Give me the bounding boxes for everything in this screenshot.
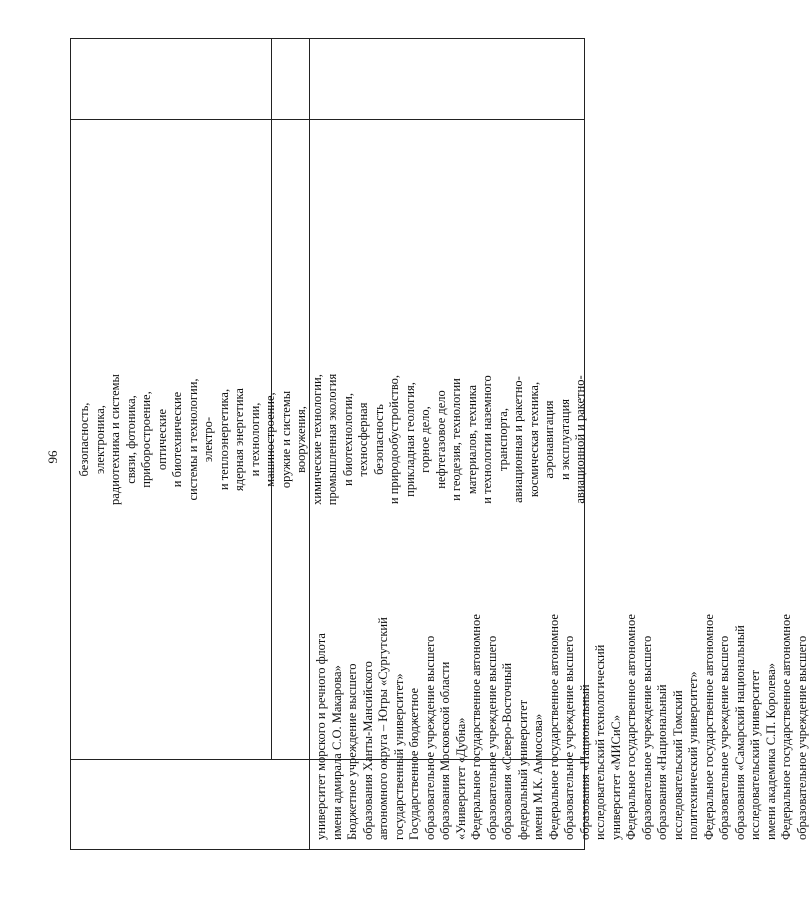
direction-line: и теплоэнергетика, <box>216 388 231 491</box>
direction-line: безопасность, <box>77 402 91 477</box>
direction-line: и биотехнические <box>170 391 184 488</box>
document-table <box>70 38 809 850</box>
organization-line: образовательное учреждение высшего <box>422 635 437 840</box>
empty-cell-top-left <box>71 39 271 119</box>
direction-line: связи, фотоника, <box>123 395 138 484</box>
direction-line: и биотехнологии, <box>340 393 355 486</box>
organization-line: Государственное бюджетное <box>407 687 421 840</box>
direction-line: системы и технологии, <box>185 378 200 501</box>
organization-line: Федеральное государственное автономное <box>701 614 716 840</box>
organization-line: исследовательский Томский <box>670 690 685 840</box>
organization-line: исследовательский технологический <box>593 644 607 840</box>
direction-line: ядерная энергетика <box>232 388 246 491</box>
organization-line: университет «МИСиС» <box>608 714 623 840</box>
direction-line: горное дело, <box>418 406 432 473</box>
organization-line: образования «Национальный <box>577 684 592 840</box>
empty-cell-bottom-left <box>71 760 309 850</box>
organization-line: образования «Национальный <box>655 684 669 840</box>
empty-cell-top-right <box>309 39 584 119</box>
direction-line: транспорта, <box>495 408 510 471</box>
organization-line: образования «Самарский национальный <box>732 625 747 840</box>
direction-line: техносферная <box>356 402 370 477</box>
direction-line: и геодезия, технологии <box>449 378 463 501</box>
direction-line: авиационная и ракетно- <box>511 376 525 503</box>
organization-line: образования «Северо-Восточный <box>500 662 514 840</box>
direction-line: промышленная экология <box>325 373 339 506</box>
organization-line: исследовательский университет <box>748 669 762 840</box>
organization-line: автономного округа – Югры «Сургутский <box>376 617 390 840</box>
direction-line: безопасность <box>371 404 386 475</box>
direction-line: и природообустройство, <box>387 374 401 505</box>
direction-line: оружие и системы <box>278 390 293 489</box>
direction-line: аэронавигация <box>542 400 556 479</box>
direction-line: нефтегазовое дело <box>433 390 448 489</box>
organization-line: образования Московской области <box>438 661 452 840</box>
direction-line: и эксплуатация <box>557 398 572 481</box>
direction-line: электроника, <box>92 405 107 474</box>
organization-line: образовательное учреждение высшего <box>562 635 576 840</box>
organization-line: образовательное учреждение высшего <box>639 635 654 840</box>
organization-line: «Университет «Дубна» <box>453 717 468 840</box>
direction-line: и технологии, <box>247 402 262 477</box>
empty-cell-top-middle <box>271 39 309 119</box>
empty-cell-middle <box>271 120 309 759</box>
direction-line: космическая техника, <box>526 381 541 498</box>
organization-line: Федеральное государственное автономное <box>624 614 638 840</box>
organizations-cell <box>310 120 809 850</box>
direction-line: материалов, техника <box>464 384 479 495</box>
direction-line: приборостроение, <box>139 391 153 488</box>
direction-line: химические технологии, <box>309 374 324 505</box>
direction-line: вооружения, <box>294 406 308 473</box>
organization-line: образовательное учреждение высшего <box>717 635 731 840</box>
direction-line: авиационной и ракетно- <box>573 375 587 504</box>
organization-line: имени академика С.П. Королева» <box>763 662 778 840</box>
organization-line: образовательное учреждение высшего <box>484 635 499 840</box>
organization-line: университет морского и речного флота <box>314 633 328 840</box>
organization-line: имени адмирала С.О. Макарова» <box>329 665 344 840</box>
organization-line: образования Ханты-Мансийского <box>360 661 375 840</box>
direction-line: радиотехника и системы <box>108 374 122 505</box>
direction-line: машиностроение, <box>263 392 277 487</box>
organization-line: образовательное учреждение высшего <box>794 635 809 840</box>
direction-line: прикладная геология, <box>402 382 417 497</box>
organization-line: политехнический университет» <box>686 671 700 840</box>
organization-line: Федеральное государственное автономное <box>546 614 561 840</box>
direction-line: оптические <box>154 408 169 471</box>
organizations-text <box>310 120 809 850</box>
organization-line: Федеральное государственное автономное <box>779 614 793 840</box>
organization-line: Федеральное государственное автономное <box>469 614 483 840</box>
organization-line: имени М.К. Аммосова» <box>531 713 545 840</box>
organization-line: государственный университет» <box>391 673 406 840</box>
direction-line: и технологии наземного <box>480 375 494 504</box>
direction-line: электро- <box>201 416 215 463</box>
page-number: 96 <box>45 450 60 464</box>
organization-line: федеральный университет <box>515 699 530 840</box>
organization-line: Бюджетное учреждение высшего <box>345 663 359 840</box>
